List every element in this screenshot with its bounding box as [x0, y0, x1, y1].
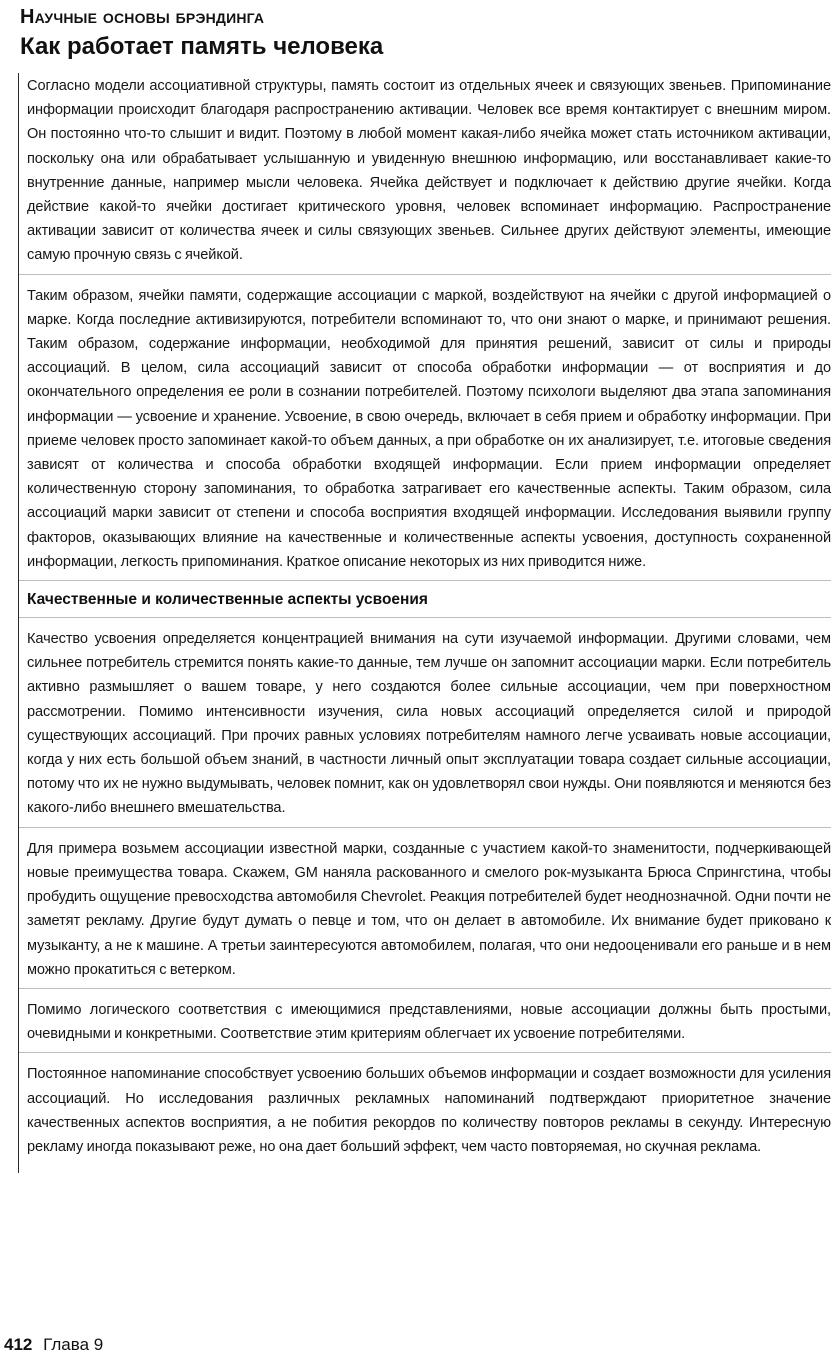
- chapter-label: Глава 9: [43, 1335, 104, 1354]
- section-subheading: Качественные и количественные аспекты усвоения: [19, 589, 831, 618]
- paragraph: Согласно модели ассоциативной структуры, память состоит из отдельных ячеек и связующих звеньев. Припоминание информации происходит благодаря распространению активации. Человек все время контактирует с внешним миром. Он постоянно что-то слышит и видит. Поэтому в любой момент какая-либо ячейка может стать источником активации, поскольку она или обрабатывает услышанную и увиденную внешнюю информацию, или восстанавливает какие-то внутренние данные, например мысли человека. Ячейка действует и подключает к действию другие ячейки. Когда действие какой-то ячейки достигает критического уровня, человек вспоминает информацию. Распространение активации зависит от количества ячеек и силы связующих звеньев. Сильнее других действуют элементы, имеющие самую прочную связь с ячейкой.: [19, 73, 831, 275]
- body-text: [18, 73, 831, 1173]
- page-footer: [4, 1334, 103, 1356]
- paragraph: Качество усвоения определяется концентрацией внимания на сути изучаемой информации. Другими словами, чем сильнее потребитель стремится понять какие-то данные, тем лучше он запомнит ассоциации марки. Если потребитель активно размышляет о вашем товаре, у него создаются более сильные ассоциации, чем при поверхностном рассмотрении. Помимо интенсивности изучения, сила новых ассоциаций определяется силой и природой существующих ассоциаций. При прочих равных условиях потребителям намного легче усваивать новые ассоциации, когда у них есть большой объем знаний, в частности личный опыт эксплуатации товара создает сильные ассоциации, потому что их не нужно выдумывать, человек помнит, как он удовлетворял свои нужды. Они появляются и меняются без какого-либо внешнего вмешательства.: [19, 626, 831, 828]
- page-title: Как работает память человека: [20, 33, 384, 60]
- page-header: [20, 4, 830, 62]
- paragraph: Помимо логического соответствия с имеющимися представлениями, новые ассоциации должны быть простыми, очевидными и конкретными. Соответствие этим критериям облегчает их усвоение потребителями.: [19, 997, 831, 1053]
- paragraph: Постоянное напоминание способствует усвоению больших объемов информации и создает возможности для усиления ассоциаций. Но исследования различных рекламных напоминаний подтверждают приоритетное значение качественных аспектов восприятия, а не побития рекордов по количеству повторов рекламы в секунду. Интересную рекламу иногда показывают реже, но она дает больший эффект, чем часто повторяемая, но скучная реклама.: [27, 1066, 831, 1155]
- section-kicker: Научные основы брэндинга: [20, 6, 265, 28]
- paragraph: Таким образом, ячейки памяти, содержащие ассоциации с маркой, воздействуют на ячейки с другой информацией о марке. Когда последние активизируются, потребители вспоминают то, что они знают о марке, и принимают решения. Таким образом, содержание информации, необходимой для принятия решений, зависит от силы и природы ассоциаций. В целом, сила ассоциаций зависит от способа обработки информации — от восприятия и до окончательного определения ее роли в сознании потребителей. Поэтому психологи выделяют два этапа запоминания информации — усвоение и хранение. Усвоение, в свою очередь, включает в себя прием и обработку информации. При приеме человек просто запоминает какой-то объем данных, а при обработке он их анализирует, т.е. итоговые сведения зависят от количества и способа обработки входящей информации. Если прием информации определяет количественную сторону запоминания, то обработка затрагивает его качественные аспекты. Таким образом, сила ассоциаций марки зависит от степени и способа восприятия входящей информации. Исследования выявили группу факторов, оказывающих влияние на качественные и количественные аспекты усвоения, доступность сохраненной информации, легкость припоминания. Краткое описание некоторых из них приводится ниже.: [19, 283, 831, 581]
- page-number: 412: [4, 1335, 33, 1354]
- paragraph: Для примера возьмем ассоциации известной марки, созданные с участием какой-то знаменитости, подчеркивающей новые преимущества товара. Скажем, GM наняла раскованного и смелого рок-музыканта Брюса Спрингстина, чтобы пробудить ощущение превосходства автомобиля Chevrolet. Реакция потребителей будет неоднозначной. Одни почти не заметят рекламу. Другие будут думать о певце и том, что он делает в автомобиле. Их внимание будет приковано к музыканту, а не к машине. А третьи заинтересуются автомобилем, полагая, что они недооценивали его раньше и в нем можно прокатиться с ветерком.: [19, 836, 831, 989]
